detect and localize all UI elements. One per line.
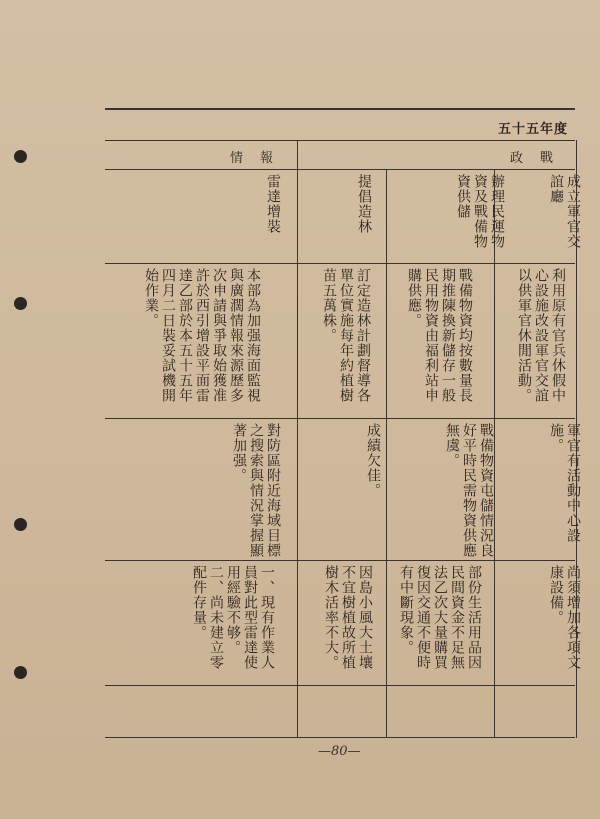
row-line: [105, 418, 575, 419]
col-line: [297, 140, 298, 738]
cell-r4-c1: 尚須增加各項文康設備。: [548, 565, 581, 670]
cell-r4-c4: 一、現有作業人員對此型雷達使用經驗不够。 二、尚未建立零配件存量。: [191, 565, 275, 670]
binding-hole: [14, 518, 27, 531]
cell-r1-c4: 雷達增裝: [265, 174, 281, 234]
section-header-intelligence: 情 報: [230, 151, 276, 166]
cell-r4-c3: 因島小風大土壤不宜樹植故所植樹木活率不大。: [323, 565, 373, 670]
cell-r3-c4: 對防區附近海域目標之搜索與情況掌握顯著加强。: [231, 423, 281, 558]
cell-r2-c1: 利用原有官兵休假中心設施改設軍官交誼以供軍官休閒活動。: [516, 268, 566, 403]
section-header-political: 政 戰: [510, 151, 556, 166]
binding-hole: [14, 150, 27, 163]
top-rule: [105, 108, 575, 110]
row-line: [105, 169, 575, 170]
cell-r4-c2: 部份生活用品因民間資金不足無法乙次大量購買復因交通不便時有中斷現象。: [398, 565, 482, 670]
cell-r1-c3: 提倡造林: [356, 174, 372, 234]
page-number: —80—: [318, 744, 361, 759]
cell-r3-c3: 成績欠佳。: [365, 423, 381, 498]
binding-hole: [14, 297, 27, 310]
cell-r1-c1: 成立軍官交誼廳: [548, 174, 581, 249]
cell-r2-c4: 本部為加强海面監視與廣濶情報來源歷多次申請與爭取始獲准許於西引增設平面雷達乙部於本五十五年四月二日裝妥試機開始作業。: [143, 268, 261, 403]
row-line: [105, 263, 575, 264]
cell-r2-c3: 訂定造林計劃督導各單位實施每年約植樹苗五萬株。: [321, 268, 371, 403]
cell-r1-c2: 辦理民運物資及戰備物資供儲: [455, 174, 505, 249]
col-line: [386, 169, 387, 738]
row-line: [105, 560, 575, 561]
binding-hole: [14, 666, 27, 679]
header-rule: [105, 140, 575, 141]
row-line: [105, 737, 575, 738]
row-line: [105, 685, 575, 686]
cell-r3-c2: 戰備物資屯儲情況良好平時民需物資供應無虞。: [444, 423, 494, 558]
cell-r2-c2: 戰備物資均按數量長期推陳換新儲存一般民用物資由福利站申購供應。: [406, 268, 473, 403]
fiscal-year: 五十五年度: [498, 122, 569, 137]
cell-r3-c1: 軍官有活動中心設施。: [548, 423, 581, 543]
